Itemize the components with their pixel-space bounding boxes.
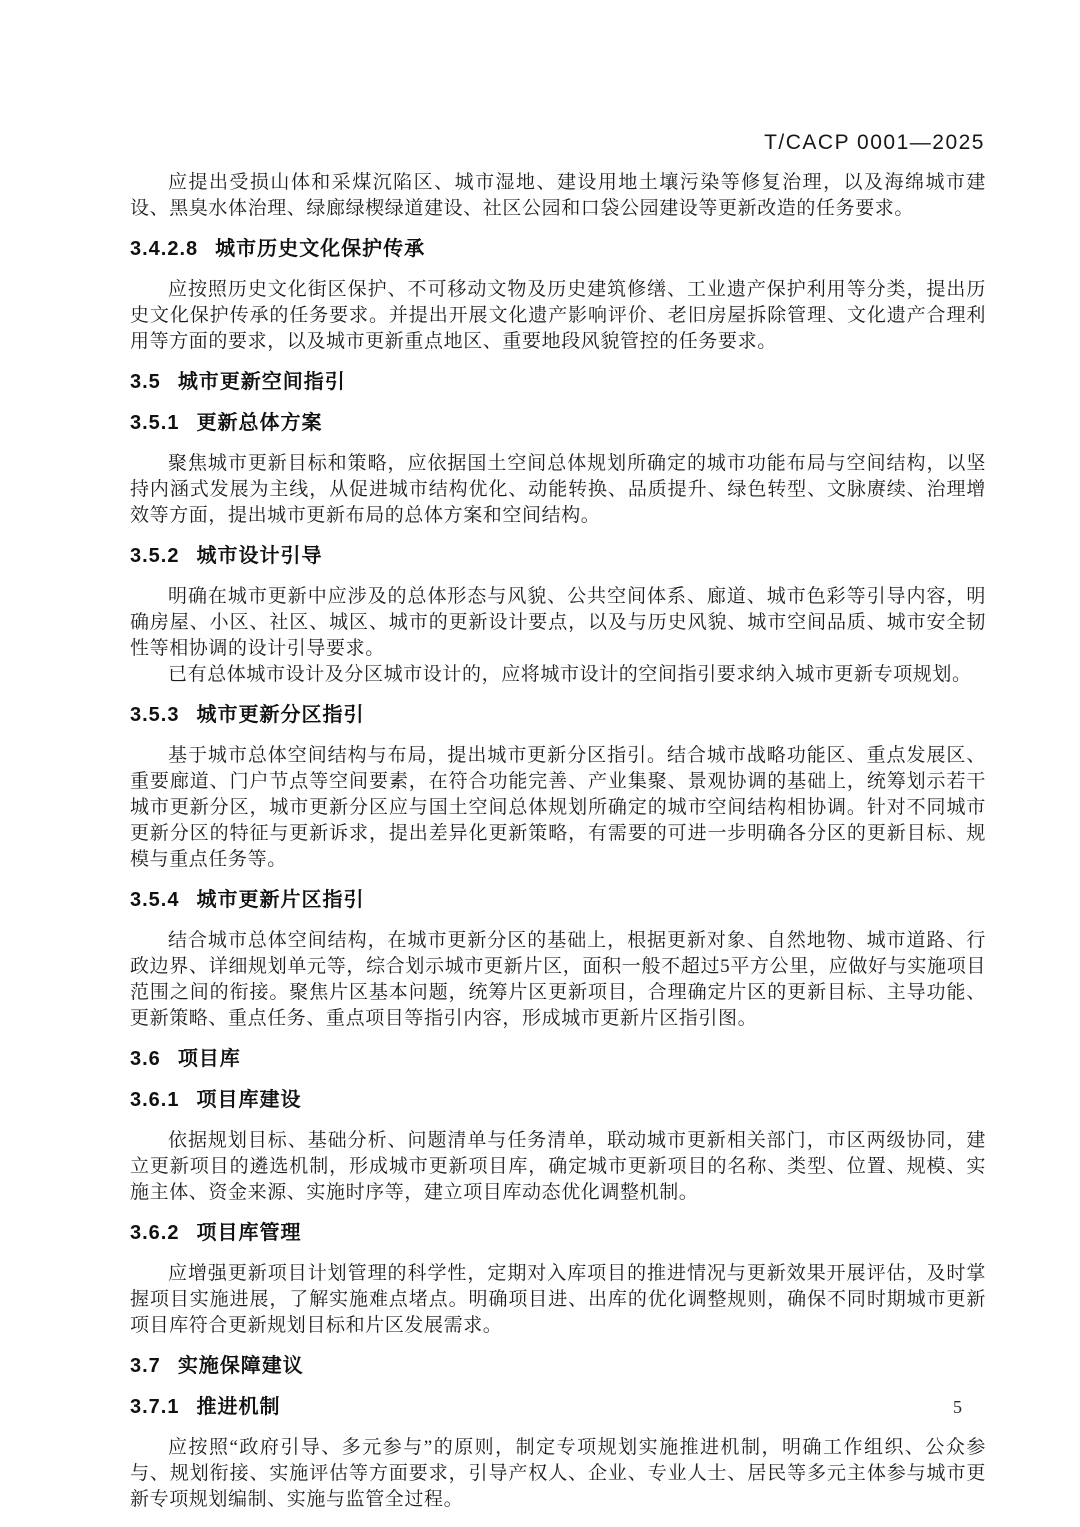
section-title: 推进机制 bbox=[196, 1396, 281, 1418]
section-number: 3.5.4 bbox=[130, 889, 180, 911]
section-number: 3.7.1 bbox=[130, 1396, 180, 1418]
section-heading bbox=[130, 543, 986, 569]
section-number: 3.5.3 bbox=[130, 704, 180, 726]
paragraph: 已有总体城市设计及分区城市设计的，应将城市设计的空间指引要求纳入城市更新专项规划。 bbox=[168, 664, 972, 685]
section-title: 城市历史文化保护传承 bbox=[215, 238, 426, 260]
page-number: 5 bbox=[953, 1397, 962, 1417]
section-heading bbox=[130, 236, 986, 262]
section-number: 3.6.2 bbox=[130, 1222, 180, 1244]
paragraph: 聚焦城市更新目标和策略，应依据国土空间总体规划所确定的城市功能布局与空间结构，以坚持内涵式发展为主线，从促进城市结构优化、动能转换、品质提升、绿色转型、文脉赓续、治理增效等方面，提出城市更新布局的总体方案和空间结构。 bbox=[130, 453, 986, 526]
paragraph: 基于城市总体空间结构与布局，提出城市更新分区指引。结合城市战略功能区、重点发展区、重要廊道、门户节点等空间要素，在符合功能完善、产业集聚、景观协调的基础上，统筹划示若干城市更新分区，城市更新分区应与国土空间总体规划所确定的城市空间结构相协调。针对不同城市更新分区的特征与更新诉求，提出差异化更新策略，有需要的可进一步明确各分区的更新目标、规模与重点任务等。 bbox=[130, 745, 986, 870]
section-number: 3.4.2.8 bbox=[130, 238, 199, 260]
paragraph: 应增强更新项目计划管理的科学性，定期对入库项目的推进情况与更新效果开展评估，及时掌握项目实施进展，了解实施难点堵点。明确项目进、出库的优化调整规则，确保不同时期城市更新项目库符合更新规划目标和片区发展需求。 bbox=[130, 1263, 986, 1336]
document-body bbox=[130, 170, 986, 1513]
section-heading bbox=[130, 702, 986, 728]
paragraph: 结合城市总体空间结构，在城市更新分区的基础上，根据更新对象、自然地物、城市道路、行政边界、详细规划单元等，综合划示城市更新片区，面积一般不超过5平方公里，应做好与实施项目范围之间的衔接。聚焦片区基本问题，统筹片区更新项目，合理确定片区的更新目标、主导功能、更新策略、重点任务、重点项目等指引内容，形成城市更新片区指引图。 bbox=[130, 930, 986, 1029]
section-title: 城市更新片区指引 bbox=[196, 889, 365, 911]
section-title: 实施保障建议 bbox=[177, 1355, 304, 1377]
paragraph: 应按照历史文化街区保护、不可移动文物及历史建筑修缮、工业遗产保护利用等分类，提出历史文化保护传承的任务要求。并提出开展文化遗产影响评价、老旧房屋拆除管理、文化遗产合理利用等方面的要求，以及城市更新重点地区、重要地段风貌管控的任务要求。 bbox=[130, 279, 986, 352]
section-title: 项目库 bbox=[177, 1048, 241, 1070]
section-number: 3.7 bbox=[130, 1355, 161, 1377]
section-heading bbox=[130, 887, 986, 913]
section-number: 3.6.1 bbox=[130, 1089, 180, 1111]
section-title: 城市更新空间指引 bbox=[177, 371, 346, 393]
section-number: 3.5.2 bbox=[130, 545, 180, 567]
section-title: 城市设计引导 bbox=[196, 545, 323, 567]
paragraph: 应按照“政府引导、多元参与”的原则，制定专项规划实施推进机制，明确工作组织、公众参与、规划衔接、实施评估等方面要求，引导产权人、企业、专业人士、居民等多元主体参与城市更新专项规划编制、实施与监管全过程。 bbox=[130, 1437, 986, 1510]
paragraph: 明确在城市更新中应涉及的总体形态与风貌、公共空间体系、廊道、城市色彩等引导内容，明确房屋、小区、社区、城区、城市的更新设计要点，以及与历史风貌、城市空间品质、城市安全韧性等相协调的设计引导要求。 bbox=[130, 586, 986, 659]
section-title: 城市更新分区指引 bbox=[196, 704, 365, 726]
section-heading bbox=[130, 410, 986, 436]
section-heading bbox=[130, 1220, 986, 1246]
section-title: 更新总体方案 bbox=[196, 412, 323, 434]
document-code-header: T/CACP 0001—2025 bbox=[764, 131, 985, 154]
section-number: 3.5 bbox=[130, 371, 161, 393]
section-heading bbox=[130, 1046, 986, 1072]
section-number: 3.5.1 bbox=[130, 412, 180, 434]
section-number: 3.6 bbox=[130, 1048, 161, 1070]
section-heading bbox=[130, 1394, 986, 1420]
paragraph: 应提出受损山体和采煤沉陷区、城市湿地、建设用地土壤污染等修复治理，以及海绵城市建设、黑臭水体治理、绿廊绿楔绿道建设、社区公园和口袋公园建设等更新改造的任务要求。 bbox=[130, 172, 986, 219]
section-title: 项目库管理 bbox=[196, 1222, 302, 1244]
section-title: 项目库建设 bbox=[196, 1089, 302, 1111]
section-heading bbox=[130, 1353, 986, 1379]
paragraph: 依据规划目标、基础分析、问题清单与任务清单，联动城市更新相关部门，市区两级协同，建立更新项目的遴选机制，形成城市更新项目库，确定城市更新项目的名称、类型、位置、规模、实施主体、资金来源、实施时序等，建立项目库动态优化调整机制。 bbox=[130, 1130, 986, 1203]
section-heading bbox=[130, 1087, 986, 1113]
section-heading bbox=[130, 369, 986, 395]
